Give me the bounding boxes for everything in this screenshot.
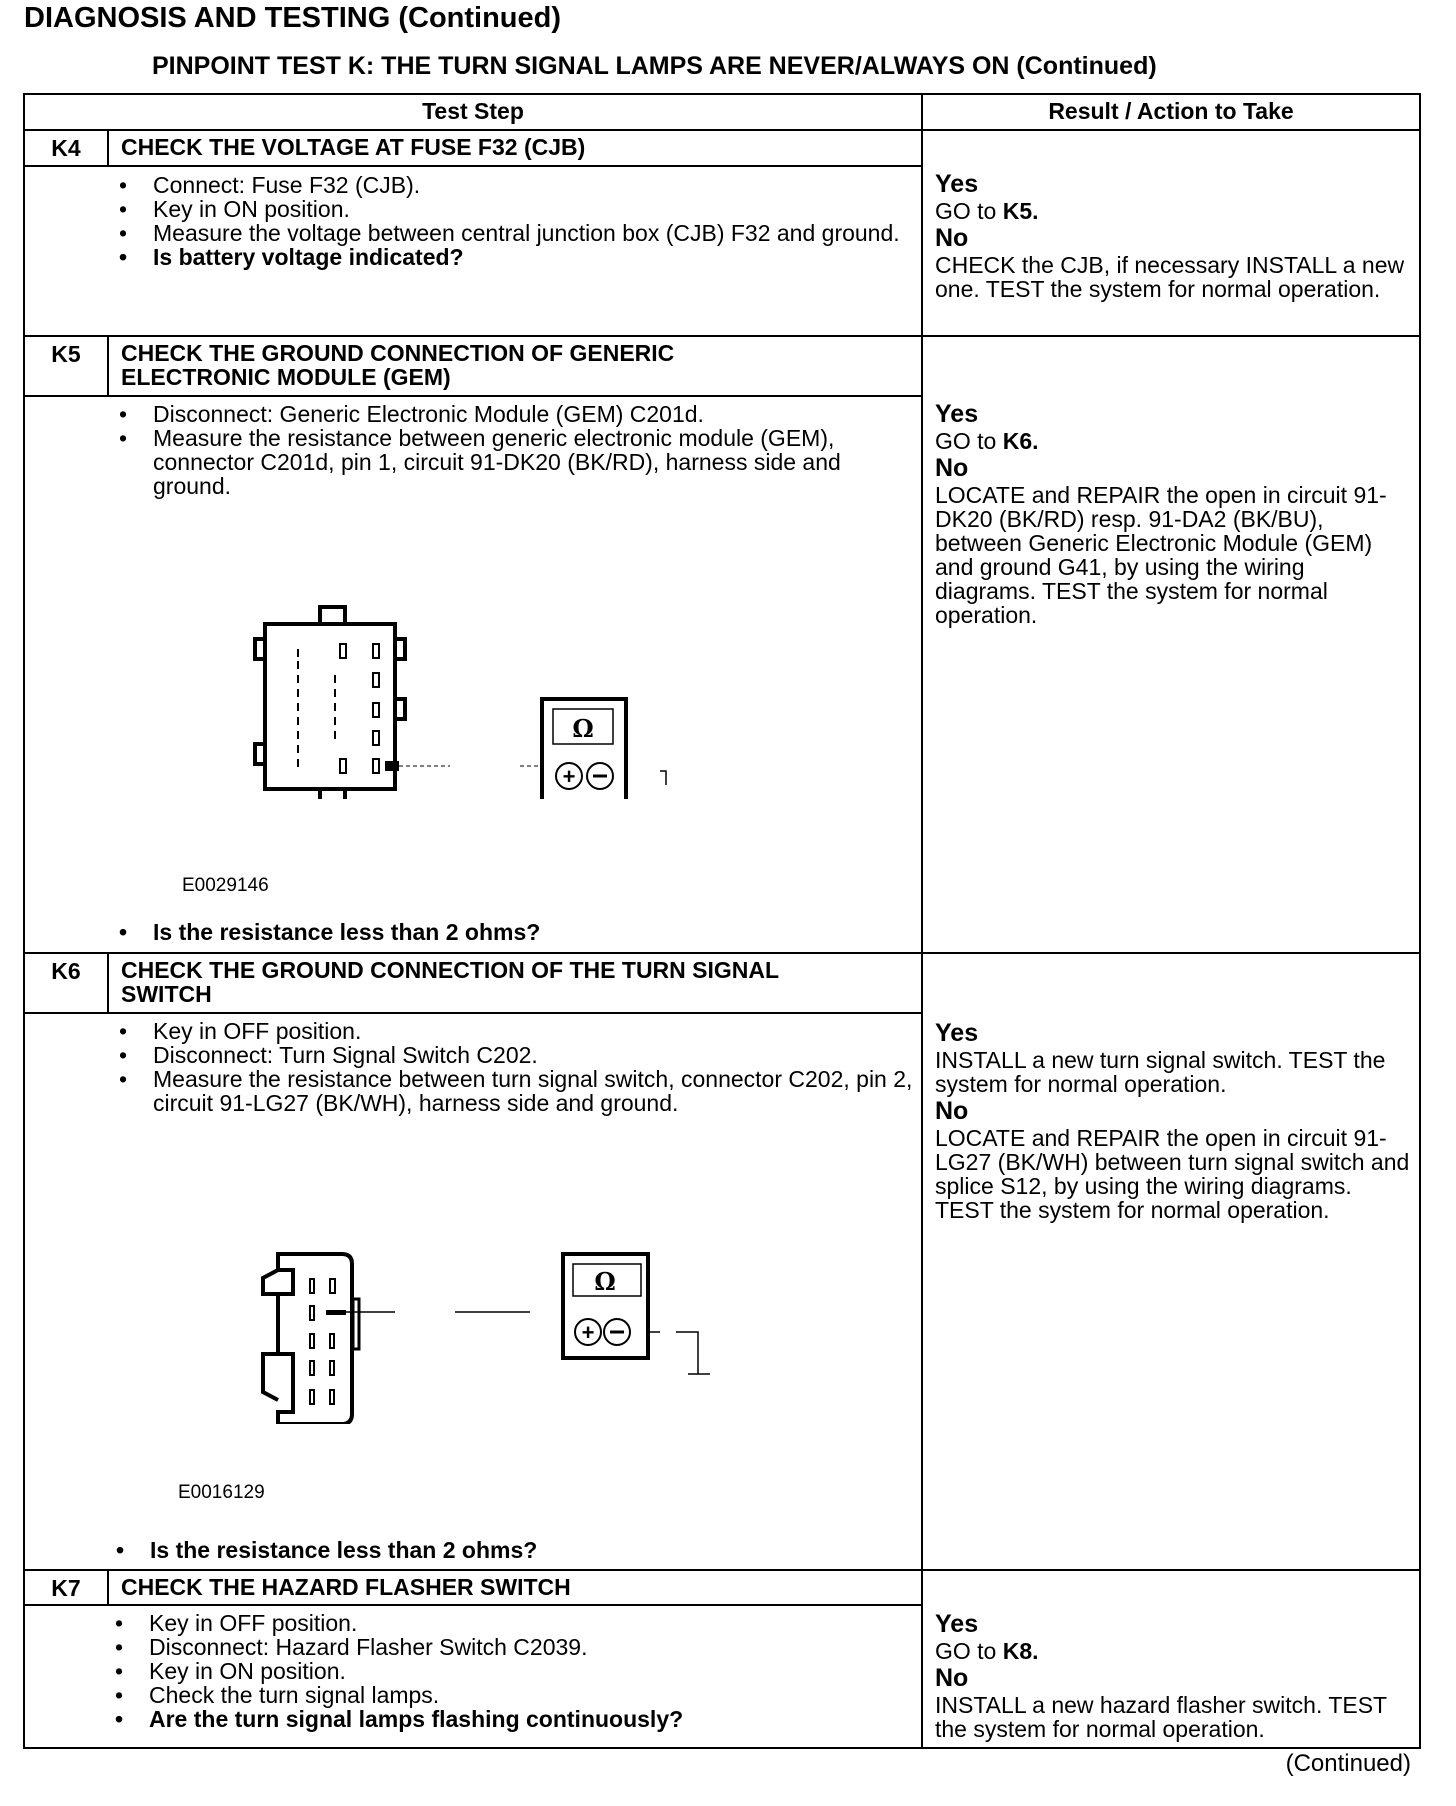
- instruction: • Key in OFF position.: [113, 1019, 913, 1043]
- step-title: CHECK THE VOLTAGE AT FUSE F32 (CJB): [121, 134, 586, 160]
- step-row-k4: [25, 131, 1419, 337]
- instruction: • Key in ON position.: [109, 1659, 899, 1683]
- no-action: LOCATE and REPAIR the open in circuit 91-DK20 (BK/RD) resp. 91-DA2 (BK/BU), between Generic Electronic Module (GEM) and ground G41, by using the wiring diagrams. TEST the system for normal operation.: [935, 482, 1387, 628]
- question: • Is the resistance less than 2 ohms?: [110, 1537, 537, 1564]
- question: • Are the turn signal lamps flashing continuously?: [109, 1707, 899, 1731]
- step-title: CHECK THE GROUND CONNECTION OF THE TURN SIGNAL SWITCH: [121, 957, 779, 1007]
- step-title: CHECK THE HAZARD FLASHER SWITCH: [121, 1574, 571, 1600]
- svg-text:+: +: [581, 1320, 595, 1345]
- step-id: K6: [25, 954, 109, 1012]
- instruction: • Disconnect: Hazard Flasher Switch C2039.: [109, 1635, 899, 1659]
- question: • Is battery voltage indicated?: [113, 245, 903, 269]
- question: • Is the resistance less than 2 ohms?: [113, 919, 540, 946]
- instruction: • Key in ON position.: [113, 197, 903, 221]
- result-actions: [935, 1018, 1411, 1222]
- instruction: • Check the turn signal lamps.: [109, 1683, 899, 1707]
- ohmmeter-icon: [542, 699, 626, 799]
- step-id: K5: [25, 337, 109, 395]
- no-label: No: [935, 1097, 969, 1125]
- ohm-symbol: Ω: [572, 714, 594, 743]
- yes-label: Yes: [935, 400, 979, 428]
- figure-id: E0016129: [178, 1482, 265, 1503]
- continued-note: (Continued): [1285, 1750, 1411, 1777]
- yes-action: GO to K8.: [935, 1638, 1039, 1664]
- step-row-k7: [25, 1571, 1419, 1747]
- step-id: K7: [25, 1571, 109, 1604]
- result-actions: [935, 399, 1411, 627]
- yes-label: Yes: [935, 1610, 979, 1638]
- no-action: INSTALL a new hazard flasher switch. TEST the system for normal operation.: [935, 1692, 1387, 1742]
- instruction: • Disconnect: Turn Signal Switch C202.: [113, 1043, 913, 1067]
- column-header-test-step: Test Step: [25, 95, 923, 129]
- step-id: K4: [25, 131, 109, 165]
- instruction: • Disconnect: Generic Electronic Module (GEM) C201d.: [113, 402, 903, 426]
- yes-action: GO to K6.: [935, 428, 1039, 454]
- instruction: • Connect: Fuse F32 (CJB).: [113, 173, 903, 197]
- pinpoint-test-title: PINPOINT TEST K: THE TURN SIGNAL LAMPS ARE NEVER/ALWAYS ON (Continued): [152, 52, 1157, 80]
- figure-id: E0029146: [182, 875, 269, 896]
- no-action: CHECK the CJB, if necessary INSTALL a new one. TEST the system for normal operation.: [935, 252, 1405, 302]
- ohmmeter-icon: [563, 1254, 648, 1358]
- yes-label: Yes: [935, 170, 979, 198]
- table-header-row: [25, 95, 1419, 131]
- instruction: • Measure the resistance between generic electronic module (GEM), connector C201d, pin 1, circuit 91-DK20 (BK/RD), harness side and ground.: [113, 426, 903, 498]
- step-instructions: [113, 1019, 913, 1115]
- result-actions: [935, 1609, 1411, 1741]
- result-actions: [935, 169, 1411, 301]
- step-row-k6: [25, 954, 1419, 1571]
- step-instructions: [113, 402, 903, 498]
- connector-body: [265, 624, 395, 789]
- no-action: LOCATE and REPAIR the open in circuit 91-LG27 (BK/WH) between turn signal switch and splice S12, by using the wiring diagrams. TEST the system for normal operation.: [935, 1125, 1410, 1223]
- no-label: No: [935, 454, 969, 482]
- yes-action: INSTALL a new turn signal switch. TEST the system for normal operation.: [935, 1047, 1386, 1097]
- svg-text:+: +: [562, 764, 576, 789]
- no-label: No: [935, 224, 969, 252]
- ohm-symbol: Ω: [594, 1267, 616, 1296]
- gem-connector-diagram: [235, 599, 695, 799]
- instruction: • Measure the resistance between turn signal switch, connector C202, pin 2, circuit 91-LG27 (BK/WH), harness side and ground.: [113, 1067, 913, 1115]
- pinpoint-test-table: [23, 93, 1421, 1749]
- no-label: No: [935, 1664, 969, 1692]
- column-header-result: Result / Action to Take: [1048, 98, 1294, 124]
- page-title: DIAGNOSIS AND TESTING (Continued): [24, 2, 562, 34]
- instruction: • Key in OFF position.: [109, 1611, 899, 1635]
- step-instructions: [109, 1611, 899, 1731]
- step-title: CHECK THE GROUND CONNECTION OF GENERIC ELECTRONIC MODULE (GEM): [121, 340, 675, 390]
- yes-label: Yes: [935, 1019, 979, 1047]
- step-instructions: [113, 173, 903, 269]
- step-row-k5: [25, 337, 1419, 954]
- yes-action: GO to K5.: [935, 198, 1039, 224]
- turn-signal-connector-diagram: [230, 1224, 730, 1424]
- instruction: • Measure the voltage between central junction box (CJB) F32 and ground.: [113, 221, 903, 245]
